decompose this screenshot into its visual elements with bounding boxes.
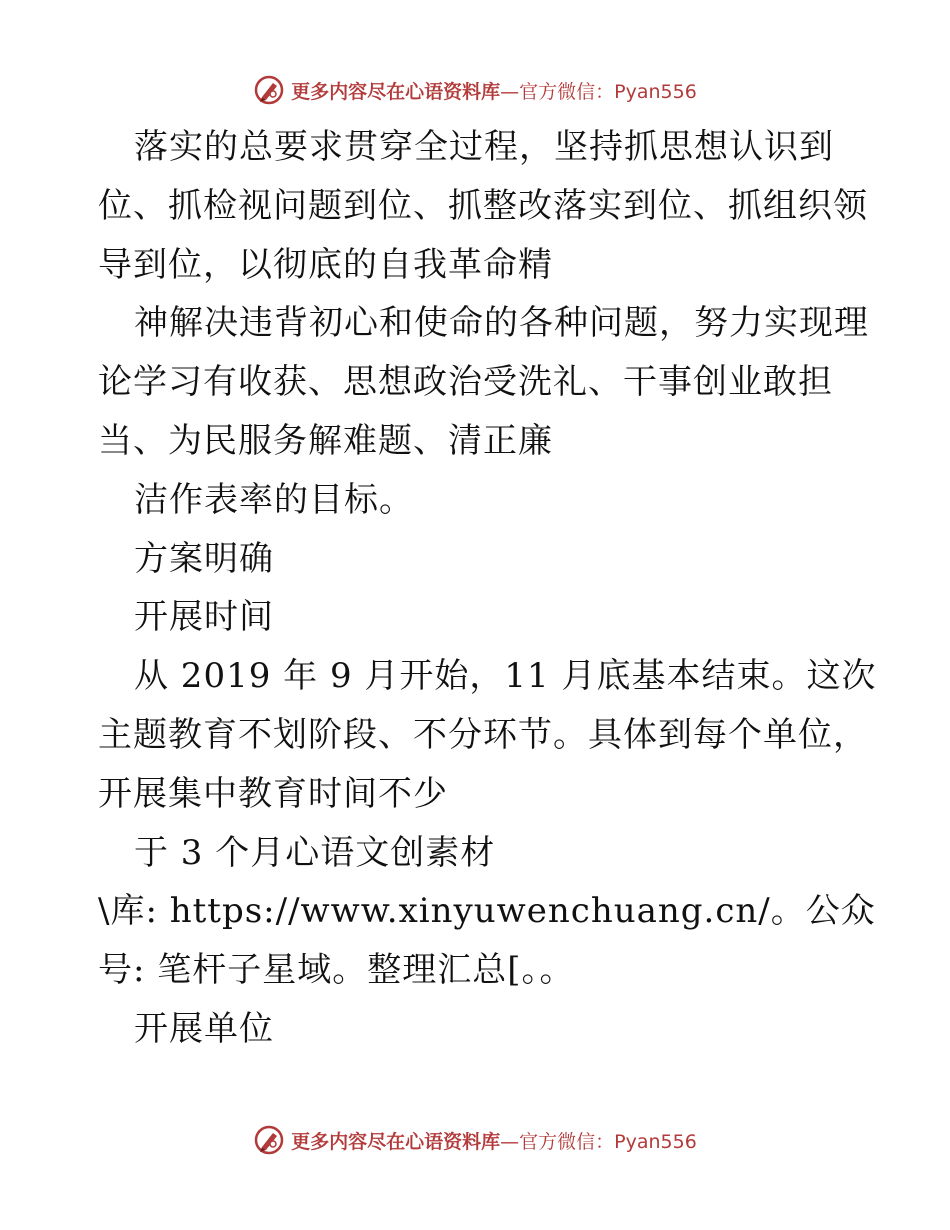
text-line: 论学习有收获、思想政治受洗礼、干事创业敢担 xyxy=(98,362,833,403)
banner-title: 更多内容尽在心语资料库 xyxy=(291,1130,501,1153)
footer-banner xyxy=(0,1120,950,1160)
text-line: 神解决违背初心和使命的各种问题，努力实现理 xyxy=(134,303,869,344)
text-line: 开展单位 xyxy=(134,1008,274,1049)
text-line: 开展集中教育时间不少 xyxy=(98,773,448,814)
text-line: 从 2019 年 9 月开始，11 月底基本结束。这次 xyxy=(134,656,877,697)
banner-wechat: —官方微信：Pyan556 xyxy=(500,80,697,103)
text-line: \库: https://www.xinyuwenchuang.cn/。公众 xyxy=(98,891,876,932)
text-line: 当、为民服务解难题、清正廉 xyxy=(98,420,553,461)
pen-logo-icon xyxy=(253,1124,285,1156)
text-line: 于 3 个月心语文创素材 xyxy=(134,832,496,873)
banner-wechat: —官方微信：Pyan556 xyxy=(500,1130,697,1153)
text-line: 洁作表率的目标。 xyxy=(134,479,414,520)
text-line: 导到位，以彻底的自我革命精 xyxy=(98,244,553,285)
text-line: 落实的总要求贯穿全过程，坚持抓思想认识到 xyxy=(134,127,834,167)
document-body xyxy=(98,118,877,1059)
banner-title: 更多内容尽在心语资料库 xyxy=(291,80,501,103)
pen-logo-icon xyxy=(253,74,285,106)
text-line: 主题教育不划阶段、不分环节。具体到每个单位， xyxy=(98,714,868,755)
header-banner xyxy=(0,70,950,110)
text-line: 开展时间 xyxy=(134,597,274,638)
text-line: 方案明确 xyxy=(134,538,274,579)
text-line: 位、抓检视问题到位、抓整改落实到位、抓组织领 xyxy=(98,185,868,226)
text-line: 号: 笔杆子星域。整理汇总[。。 xyxy=(98,950,575,991)
